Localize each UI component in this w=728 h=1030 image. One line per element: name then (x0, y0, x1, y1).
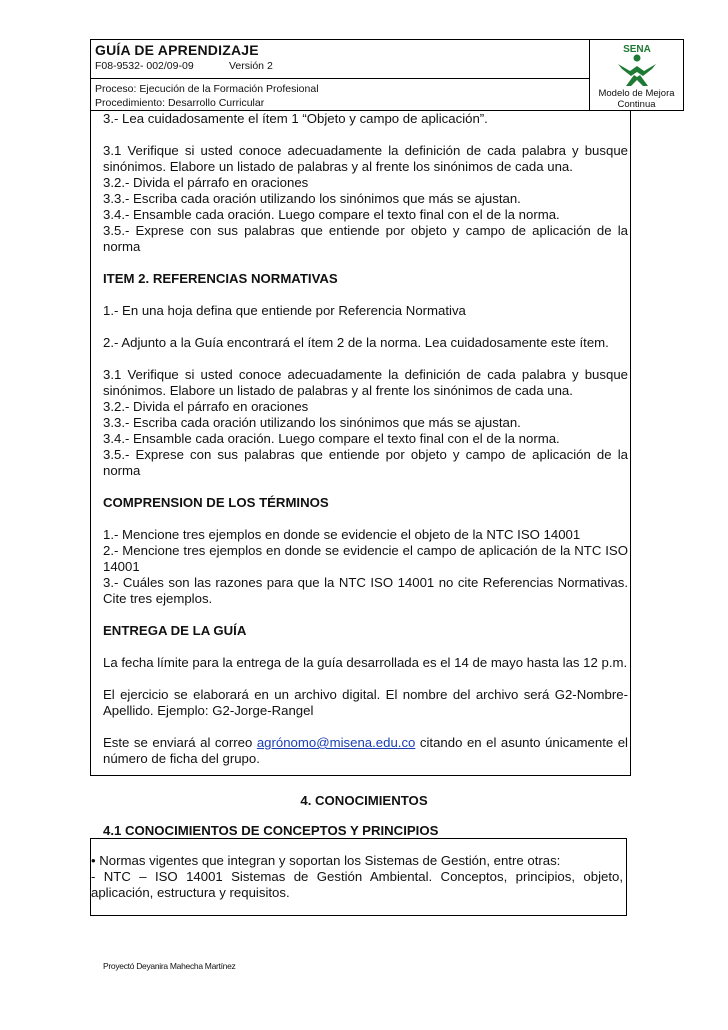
document-version: Versión 2 (229, 60, 273, 72)
step-3-2: 3.2.- Divida el párrafo en oraciones (103, 175, 309, 190)
delivery-deadline: La fecha límite para la entrega de la guía desarrollada es el 14 de mayo hasta las 12 p.m. (103, 655, 628, 670)
guide-title: GUÍA DE APRENDIZAJE (95, 42, 259, 58)
step-3-3: 3.3.- Escriba cada oración utilizando los sinónimos que más se ajustan. (103, 191, 521, 206)
header-logo-cell (590, 40, 683, 110)
comprehension-heading: COMPRENSION DE LOS TÉRMINOS (103, 495, 329, 510)
item2-step-2: 2.- Adjunto a la Guía encontrará el ítem 2 de la norma. Lea cuidadosamente este ítem. (103, 335, 609, 350)
comprehension-q1: 1.- Mencione tres ejemplos en donde se evidencie el objeto de la NTC ISO 14001 (103, 527, 581, 542)
model-label: Modelo de Mejora Continua (598, 88, 675, 110)
knowledge-bullet: • Normas vigentes que integran y soportan los Sistemas de Gestión, entre otras: (91, 853, 561, 868)
item2-step-1: 1.- En una hoja defina que entiende por Referencia Normativa (103, 303, 466, 318)
procedure-label: Procedimiento: Desarrollo Curricular (95, 97, 265, 109)
item2-heading: ITEM 2. REFERENCIAS NORMATIVAS (103, 271, 338, 286)
delivery-file-name: El ejercicio se elaborará en un archivo digital. El nombre del archivo será G2-Nombre-Apellido. Ejemplo: G2-Jorge-Rangel (103, 687, 628, 718)
comprehension-q3: 3.- Cuáles son las razones para que la NTC ISO 14001 no cite Referencias Normativas. Cite tres ejemplos. (103, 575, 628, 606)
step-3-5: 3.5.- Exprese con sus palabras que entiende por objeto y campo de aplicación de la norma (103, 223, 628, 254)
step-3-1: 3.1 Verifique si usted conoce adecuadamente la definición de cada palabra y busque sinónimos. Elabore un listado de palabras y al frente los sinónimos de cada una. (103, 143, 628, 174)
item2-step-3-5: 3.5.- Exprese con sus palabras que entiende por objeto y campo de aplicación de la norma (103, 447, 628, 478)
activities-content (103, 111, 628, 767)
section-4-title: 4. CONOCIMIENTOS (300, 793, 428, 808)
step-3: 3.- Lea cuidadosamente el ítem 1 “Objeto y campo de aplicación”. (103, 111, 488, 126)
knowledge-content (91, 853, 623, 901)
document-header (90, 39, 684, 111)
header-divider (91, 78, 589, 79)
knowledge-iso-item: - NTC – ISO 14001 Sistemas de Gestión Ambiental. Conceptos, principios, objeto, aplicación, estructura y requisitos. (91, 869, 623, 900)
svg-text:SENA: SENA (623, 44, 651, 55)
item2-step-3-4: 3.4.- Ensamble cada oración. Luego compare el texto final con el de la norma. (103, 431, 560, 446)
email-link[interactable]: agrónomo@misena.edu.co (256, 735, 416, 750)
item2-step-3-1: 3.1 Verifique si usted conoce adecuadamente la definición de cada palabra y busque sinónimos. Elabore un listado de palabras y al frente los sinónimos de cada una. (103, 367, 628, 398)
section-4-1-title: 4.1 CONOCIMIENTOS DE CONCEPTOS Y PRINCIPIOS (103, 823, 439, 838)
delivery-heading: ENTREGA DE LA GUÍA (103, 623, 247, 638)
sena-logo-icon (612, 42, 662, 87)
footer-author: Proyectó Deyanira Mahecha Martínez (103, 961, 236, 971)
process-label: Proceso: Ejecución de la Formación Profesional (95, 83, 319, 95)
delivery-email-instructions: Este se enviará al correo agrónomo@misena.edu.co citando en el asunto únicamente el número de ficha del grupo. (103, 735, 628, 766)
item2-step-3-2: 3.2.- Divida el párrafo en oraciones (103, 399, 309, 414)
step-3-4: 3.4.- Ensamble cada oración. Luego compare el texto final con el de la norma. (103, 207, 560, 222)
comprehension-q2: 2.- Mencione tres ejemplos en donde se evidencie el campo de aplicación de la NTC ISO 14001 (103, 543, 628, 574)
header-info (91, 40, 590, 110)
document-code: F08-9532- 002/09-09 (95, 60, 194, 72)
item2-step-3-3: 3.3.- Escriba cada oración utilizando los sinónimos que más se ajustan. (103, 415, 521, 430)
